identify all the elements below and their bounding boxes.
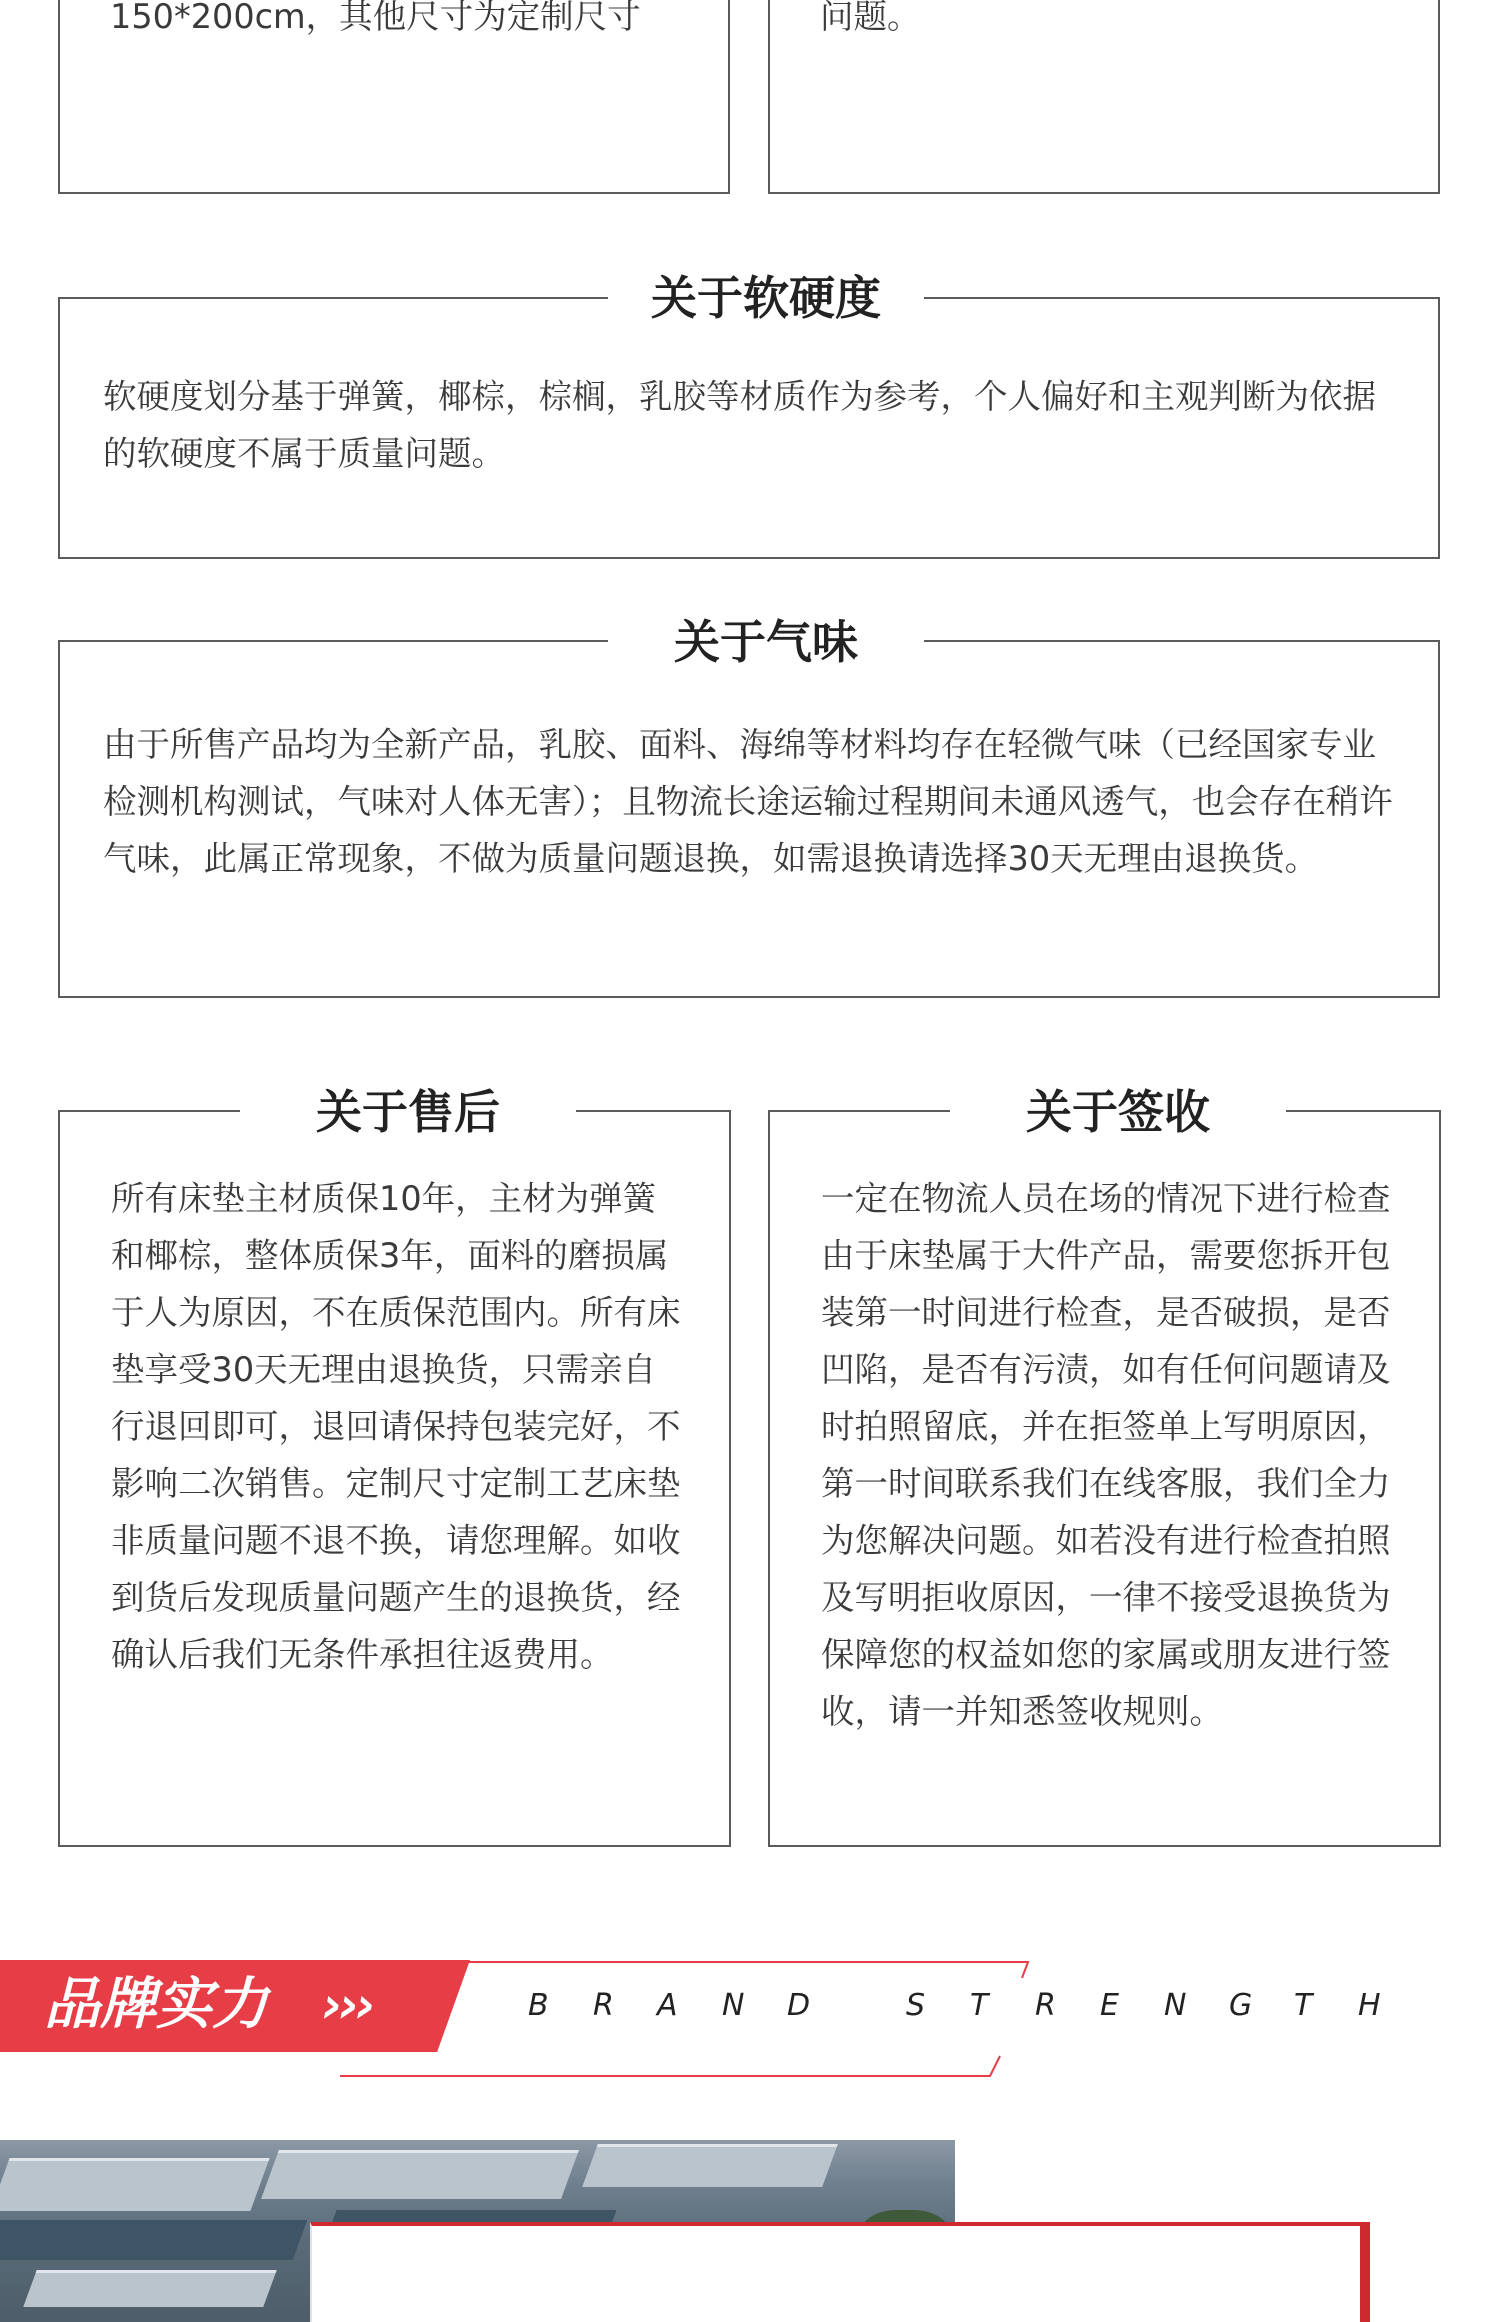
smell-title: 关于气味: [608, 612, 924, 672]
strength-letter: T: [1294, 1988, 1313, 2023]
after-sales-text: 所有床垫主材质保10年，主材为弹簧和椰棕，整体质保3年，面料的磨损属于人为原因，不在质保范围内。所有床垫享受30天无理由退换货，只需亲自行退回即可，退回请保持包装完好，不影响二次销售。定制尺寸定制工艺床垫非质量问题不退不换，请您理解。如收到货后发现质量问题产生的退换货，经确认后我们无条件承担往返费用。: [111, 1179, 681, 1674]
strength-letter: E: [1100, 1988, 1119, 2023]
strength-letter: H: [1358, 1988, 1381, 2023]
triple-chevron-icon: ›››: [322, 1976, 372, 2034]
strength-letter: N: [1164, 1988, 1187, 2023]
after-sales-title: 关于售后: [240, 1082, 576, 1142]
brand-letter: A: [657, 1988, 678, 2023]
strength-letter: T: [970, 1988, 989, 2023]
brand-letter: B: [528, 1988, 549, 2023]
strength-letter: S: [906, 1988, 926, 2023]
quality-box-text: 问题。: [820, 0, 921, 36]
brand-letter: D: [787, 1988, 811, 2023]
strength-letter: G: [1229, 1988, 1253, 2023]
signing-text: 一定在物流人员在场的情况下进行检查由于床垫属于大件产品，需要您拆开包装第一时间进行检查，是否破损，是否凹陷，是否有污渍，如有任何问题请及时拍照留底，并在拒签单上写明原因，第一时间联系我们在线客服，我们全力为您解决问题。如若没有进行检查拍照及写明拒收原因，一律不接受退换货为保障您的权益如您的家属或朋友进行签收，请一并知悉签收规则。: [821, 1179, 1391, 1731]
hardness-title: 关于软硬度: [608, 268, 924, 328]
brand-letter: R: [593, 1988, 614, 2023]
signing-title: 关于签收: [950, 1082, 1286, 1142]
smell-text: 由于所售产品均为全新产品，乳胶、面料、海绵等材料均存在轻微气味（已经国家专业检测机构测试，气味对人体无害）；且物流长途运输过程期间未通风透气，也会存在稍许气味，此属正常现象，不做为质量问题退换，如需退换请选择30天无理由退换货。: [103, 725, 1393, 878]
hardness-text: 软硬度划分基于弹簧，椰棕，棕榈，乳胶等材质作为参考，个人偏好和主观判断为依据的软硬度不属于质量问题。: [103, 377, 1376, 473]
spec-box-text: 150*200cm，其他尺寸为定制尺寸: [110, 0, 641, 36]
brand-info-card: [310, 2222, 1370, 2322]
strength-letter: R: [1035, 1988, 1056, 2023]
brand-letter: N: [722, 1988, 745, 2023]
banner-title: 品牌实力: [44, 1972, 268, 2037]
